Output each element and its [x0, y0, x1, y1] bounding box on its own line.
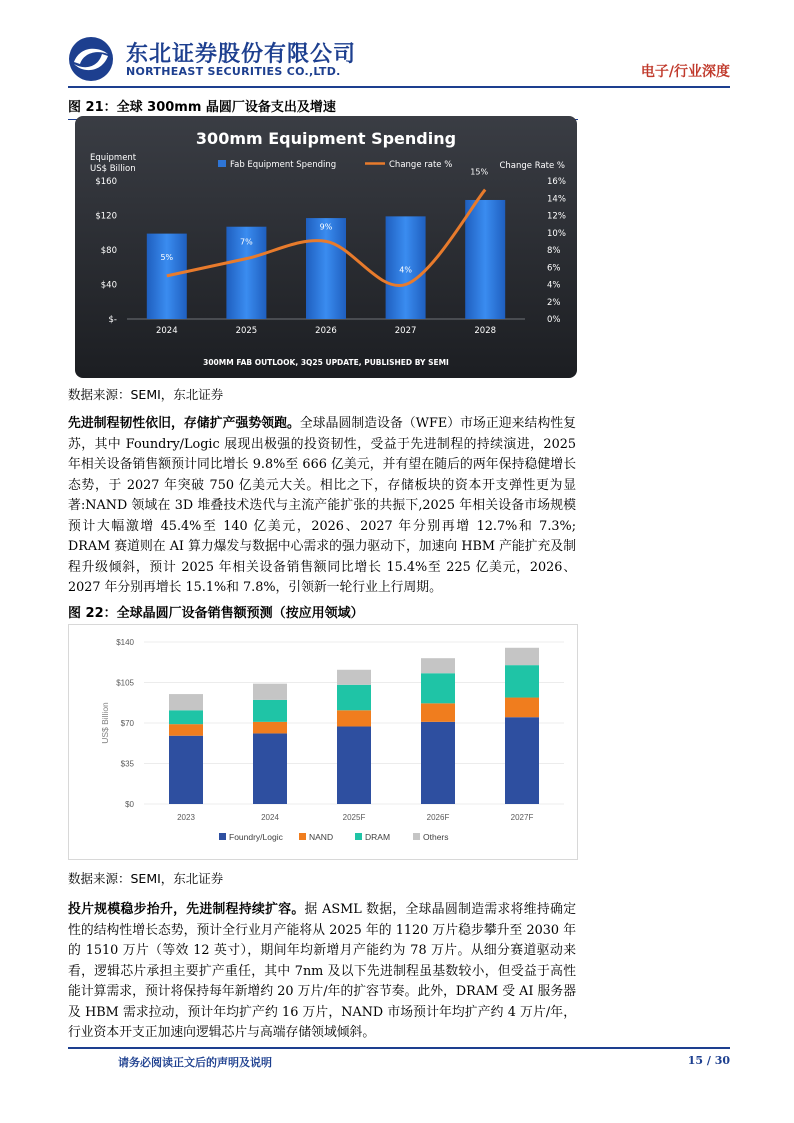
stacked-bar-others-2024	[253, 684, 287, 700]
page-number: 15 / 30	[687, 1054, 730, 1067]
report-category: 电子/行业深度	[640, 64, 730, 80]
y-tick-left: $120	[95, 211, 117, 222]
x-tick-label: 2025	[235, 326, 258, 336]
y-axis-label: US$ Billion	[100, 702, 110, 744]
legend-label: NAND	[309, 832, 334, 842]
y-tick-right: 14%	[547, 194, 566, 205]
legend-swatch-nand	[299, 833, 306, 840]
fab-equipment-sales-chart	[68, 624, 578, 860]
bar-fab-equipment-2024	[147, 234, 187, 319]
x-tick-label: 2028	[474, 326, 497, 336]
legend-label: Others	[423, 832, 449, 842]
y-axis-label-left: Equipment	[90, 153, 137, 163]
legend-label-change-rate: Change rate %	[389, 160, 453, 170]
legend-swatch-fab-equipment	[218, 160, 226, 167]
y-tick-right: 2%	[547, 297, 561, 308]
footer-divider	[68, 1047, 730, 1049]
stacked-bar-others-2023	[169, 694, 203, 710]
y-tick-right: 4%	[547, 280, 561, 291]
legend-swatch-others	[413, 833, 420, 840]
figure-21-caption: 图 21：全球 300mm 晶圆厂设备支出及增速	[68, 96, 578, 120]
x-tick-label: 2026	[315, 326, 337, 336]
y-tick-left: $160	[95, 177, 117, 187]
chart-title: 300mm Equipment Spending	[195, 129, 457, 148]
company-name-en: NORTHEAST SECURITIES CO.,LTD.	[126, 65, 341, 78]
stacked-bar-dram-2026F	[421, 673, 455, 703]
stacked-bar-dram-2027F	[505, 665, 539, 697]
equipment-spending-chart-svg	[75, 116, 577, 378]
paragraph-advanced-process	[68, 414, 576, 599]
data-label-change-rate: 5%	[160, 252, 174, 262]
paragraph-lead: 投片规模稳步抬升，先进制程持续扩容。	[68, 902, 305, 917]
x-tick-label: 2026F	[426, 813, 450, 822]
legend-swatch-dram	[355, 833, 362, 840]
figure-22-caption: 图 22：全球晶圆厂设备销售额预测（按应用领域）	[68, 602, 578, 626]
stacked-bar-foundry-logic-2026F	[421, 722, 455, 804]
paragraph-wafer-capacity	[68, 900, 576, 1044]
stacked-bar-nand-2023	[169, 724, 203, 736]
stacked-bar-others-2026F	[421, 658, 455, 673]
y-tick-left: $80	[100, 246, 117, 256]
y-tick-left: $-	[108, 315, 117, 325]
legend-label: Foundry/Logic	[229, 832, 283, 842]
y-tick-right: 16%	[547, 177, 566, 187]
x-tick-label: 2024	[261, 813, 279, 822]
y-tick-right: 12%	[547, 211, 566, 222]
figure-22-source: 数据来源：SEMI，东北证券	[68, 871, 224, 886]
x-tick-label: 2027F	[510, 813, 534, 822]
y-tick-label: $35	[120, 759, 134, 769]
legend-swatch-foundry-logic	[219, 833, 226, 840]
chart-border	[69, 625, 578, 860]
stacked-bar-dram-2025F	[337, 685, 371, 710]
data-label-change-rate: 9%	[319, 222, 333, 232]
y-tick-right: 0%	[547, 315, 561, 325]
stacked-bar-foundry-logic-2023	[169, 736, 203, 804]
legend-label-fab-equipment: Fab Equipment Spending	[230, 160, 337, 170]
x-tick-label: 2023	[177, 813, 195, 822]
header-divider	[68, 86, 730, 88]
fab-equipment-sales-chart-svg	[68, 624, 578, 860]
y-tick-right: 8%	[547, 246, 561, 256]
y-tick-label: $140	[116, 638, 134, 647]
x-tick-label: 2025F	[342, 813, 366, 822]
stacked-bar-nand-2024	[253, 722, 287, 734]
equipment-spending-chart	[75, 116, 577, 378]
company-logo-icon	[68, 36, 114, 82]
stacked-bar-others-2027F	[505, 648, 539, 665]
stacked-bar-foundry-logic-2027F	[505, 717, 539, 804]
y-axis-label-right: Change Rate %	[499, 161, 565, 171]
page-header	[68, 34, 730, 84]
figure-21-source: 数据来源：SEMI，东北证券	[68, 387, 224, 402]
x-tick-label: 2024	[155, 326, 178, 336]
y-tick-label: $0	[125, 800, 134, 809]
y-tick-right: 6%	[547, 263, 561, 274]
stacked-bar-nand-2026F	[421, 703, 455, 722]
paragraph-body: 全球晶圆制造设备（WFE）市场正迎来结构性复苏，其中 Foundry/Logic 展现出极强的投资韧性，受益于先进制程的持续演进，2025 年相关设备销售额预计同比增长 9.8%至 666 亿美元，并有望在随后的两年保持稳健增长态势，于 2027 年突破 750 亿美元大关。相比之下，存储板块的资本开支弹性更为显著:NAND 领域在 3D 堆叠技术迭代与主流产能扩张的共振下,2025 年相关设备市场规模预计大幅激增 45.4%至 140 亿美元，2026、2027 年分别再增 12.7%和 7.3%; DRAM 赛道则在 AI 算力爆发与数据中心需求的强力驱动下，加速向 HBM 产能扩充及制程升级倾斜，预计 2025 年相关设备销售额同比增长 15.4%至 225 亿美元，2026、2027 年分别再增长 15.1%和 7.8%，引领新一轮行业上行周期。	[68, 416, 577, 595]
chart-subtitle: 300MM FAB OUTLOOK, 3Q25 UPDATE, PUBLISHED BY SEMI	[203, 358, 449, 367]
y-axis-label-left-unit: US$ Billion	[90, 164, 136, 174]
data-label-change-rate: 7%	[240, 237, 253, 247]
y-tick-label: $70	[120, 719, 134, 728]
stacked-bar-dram-2024	[253, 700, 287, 722]
y-tick-left: $40	[100, 280, 117, 291]
y-tick-label: $105	[116, 678, 134, 688]
stacked-bar-foundry-logic-2025F	[337, 726, 371, 804]
footer-disclaimer: 请务必阅读正文后的声明及说明	[118, 1056, 272, 1069]
stacked-bar-nand-2027F	[505, 698, 539, 718]
company-name-cn: 东北证券股份有限公司	[126, 42, 357, 67]
stacked-bar-foundry-logic-2024	[253, 733, 287, 804]
data-label-change-rate: 4%	[399, 265, 412, 275]
bar-fab-equipment-2026	[306, 218, 346, 319]
stacked-bar-others-2025F	[337, 670, 371, 685]
stacked-bar-dram-2023	[169, 710, 203, 724]
data-label-change-rate: 15%	[470, 167, 489, 177]
x-tick-label: 2027	[394, 326, 417, 336]
paragraph-body: 据 ASML 数据，全球晶圆制造需求将维持确定性的结构性增长态势，预计全行业月产能将从 2025 年的 1120 万片稳步攀升至 2030 年的 1510 万片（等效 12 英寸），期间年均新增月产能约为 78 万片。从细分赛道驱动来看，逻辑芯片承担主要扩产重任，其中 7nm 及以下先进制程虽基数较小，但受益于高性能计算需求，预计将保持每年新增约 20 万片/年的扩容节奏。此外，DRAM 受 AI 服务器及 HBM 需求拉动，预计年均扩产约 16 万片，NAND 市场预计年均扩产约 4 万片/年，行业资本开支正加速向逻辑芯片与高端存储领域倾斜。	[68, 902, 577, 1040]
paragraph-lead: 先进制程韧性依旧，存储扩产强势领跑。	[68, 416, 300, 431]
legend-label: DRAM	[365, 832, 391, 842]
y-tick-right: 10%	[547, 228, 566, 239]
bar-fab-equipment-2028	[465, 200, 505, 319]
stacked-bar-nand-2025F	[337, 710, 371, 726]
